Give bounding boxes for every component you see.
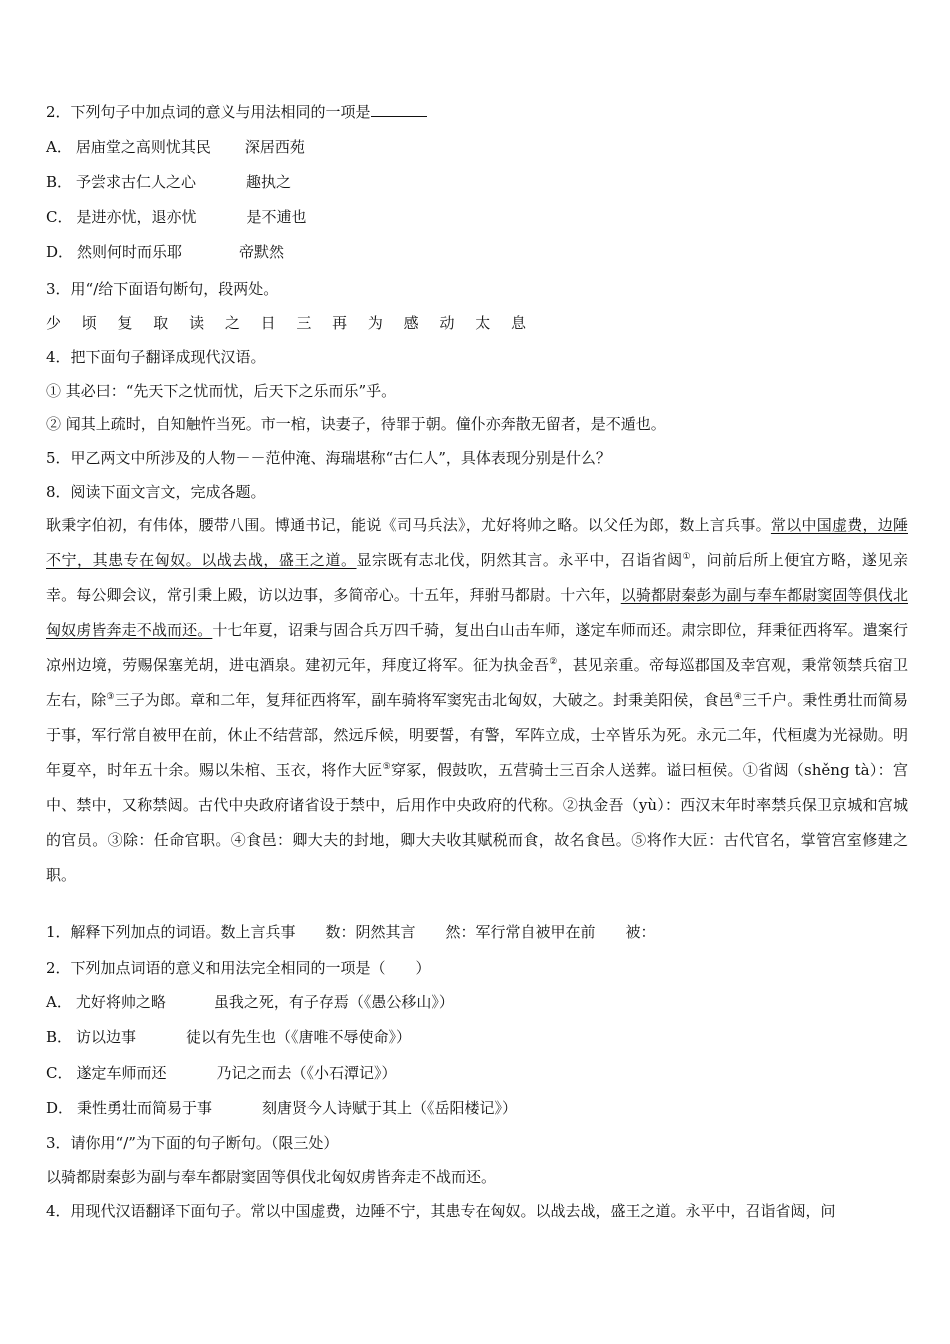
question-5-stem: 5．甲乙两文中所涉及的人物－－范仲淹、海瑞堪称“古仁人”，具体表现分别是什么？: [46, 449, 611, 467]
question-2b-stem: 2．下列加点词语的意义和用法完全相同的一项是（ ）: [46, 959, 431, 977]
question-3b-stem: 3．请你用“/”为下面的句子断句。（限三处）: [46, 1134, 339, 1152]
question-1-stem: 1．解释下列加点的词语。数上言兵事 数：阴然其言 然：军行常自被甲在前 被：: [46, 923, 656, 941]
option-d: D． 然则何时而乐耶 帝默然: [46, 243, 285, 261]
option-b: B． 予尝求古仁人之心 趣执之: [46, 173, 292, 191]
option-a: A． 居庙堂之高则忧其民 深居西苑: [46, 138, 305, 156]
option-2b-b: B． 访以边事 徒以有先生也（《唐唯不辱使命》）: [46, 1028, 412, 1046]
underlined-sentence-1: 常以中国虚费，边陲不宁，其患专在匈奴。以战去战，盛王之道。: [46, 516, 908, 569]
question-4-item-2: ② 闻其上疏时，自知触忤当死。市一棺，诀妻子，待罪于朝。僮仆亦奔散无留者，是不遁也。: [46, 415, 666, 433]
underlined-sentence-2: 以骑都尉秦彭为副与奉车都尉窦固等俱伐北匈奴虏皆奔走不战而还。: [46, 586, 908, 639]
question-3-stem: 3．用“/给下面语句断句，段两处。: [46, 280, 279, 298]
section-8-heading: 8．阅读下面文言文，完成各题。: [46, 483, 266, 501]
option-2b-d: D． 秉性勇壮而简易于事 刻唐贤今人诗赋于其上（《岳阳楼记》）: [46, 1099, 518, 1117]
question-3b-text: 以骑都尉秦彭为副与奉车都尉窦固等俱伐北匈奴虏皆奔走不战而还。: [46, 1168, 497, 1186]
option-2b-c: C． 遂定车师而还 乃记之而去（《小石潭记》）: [46, 1064, 397, 1082]
question-4-stem: 4．把下面句子翻译成现代汉语。: [46, 348, 266, 366]
question-4b-stem: 4．用现代汉语翻译下面句子。常以中国虚费，边陲不宁，其患专在匈奴。以战去战，盛王之道。永平中，召诣省闼，问: [46, 1202, 836, 1220]
answer-blank: [371, 102, 427, 117]
option-2b-a: A． 尤好将帅之略 虽我之死，有子存焉（《愚公移山》）: [46, 993, 454, 1011]
option-c: C． 是进亦忧，退亦忧 是不逋也: [46, 208, 307, 226]
question-3-text: 少 顷 复 取 读 之 日 三 再 为 感 动 太 息: [46, 314, 534, 332]
question-4-item-1: ① 其必曰：“先天下之忧而忧，后天下之乐而乐”乎。: [46, 382, 397, 400]
classical-passage: 耿秉字伯初，有伟体，腰带八围。博通书记，能说《司马兵法》，尤好将帅之略。以父任为郎，数上言兵事。常以中国虚费，边陲不宁，其患专在匈奴。以战去战，盛王之道。显宗既有志北伐，阴然其言。永平中，召诣省闼①，问前后所上便宜方略，遂见亲幸。每公卿会议，常引秉上殿，访以边事，多简帝心。十五年，拜驸马都尉。十六年，以骑都尉秦彭为副与奉车都尉窦固等俱伐北匈奴虏皆奔走不战而还。十七年夏，诏秉与固合兵万四千骑，复出白山击车师，遂定车师而还。肃宗即位，拜秉征西将军。遣案行凉州边境，劳赐保塞羌胡，进屯酒泉。建初元年，拜度辽将军。征为执金吾②，甚见亲重。帝每巡郡国及幸宫观，秉常领禁兵宿卫左右，除③三子为郎。章和二年，复拜征西将军，副车骑将军窦宪击北匈奴，大破之。封秉美阳侯，食邑④三千户。秉性勇壮而简易于事，军行常自被甲在前，休止不结营部，然远斥候，明要誓，有警，军阵立成，士卒皆乐为死。永元二年，代桓虞为光禄勋。明年夏卒，时年五十余。赐以朱棺、玉衣，将作大匠⑤穿冢，假鼓吹，五营骑士三百余人送葬。谥曰桓侯。①省闼（shěng tà）：宫中、禁中，又称禁闼。古代中央政府诸省设于禁中，后用作中央政府的代称。②执金吾（yù）：西汉末年时率禁兵保卫京城和宫城的官员。③除：任命官职。④食邑：卿大夫的封地，卿大夫收其赋税而食，故名食邑。⑤将作大匠：古代官名，掌管宫室修建之职。: [46, 516, 908, 884]
question-2-stem: 2．下列句子中加点词的意义与用法相同的一项是: [46, 102, 427, 122]
